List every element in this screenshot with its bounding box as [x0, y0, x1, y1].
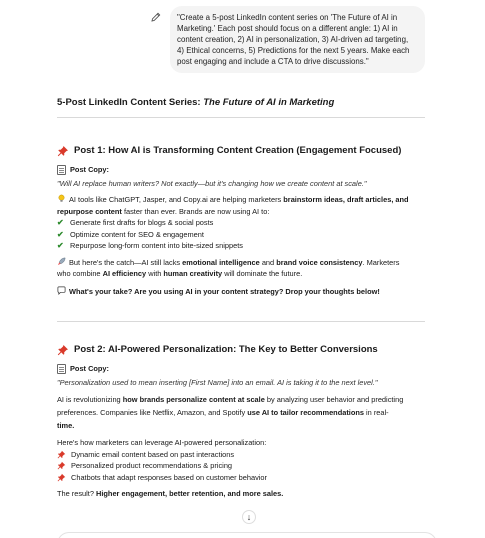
message-composer[interactable]: [57, 532, 437, 538]
pushpin-icon: [57, 461, 66, 470]
copy-label-text: Post Copy:: [70, 364, 110, 373]
list-item: [57, 240, 425, 252]
divider: [57, 321, 425, 322]
rocket-icon: [57, 257, 66, 266]
list-item-text: Optimize content for SEO & engagement: [70, 229, 204, 239]
text: faster than ever. Brands are now using AI to:: [121, 206, 270, 216]
assistant-response: [57, 96, 425, 500]
title-prefix: 5-Post LinkedIn Content Series:: [57, 97, 204, 108]
text: by analyzing user behavior and predicting: [264, 395, 404, 404]
bold-text: use AI to tailor recommendations: [247, 408, 364, 417]
text: preferences. Companies like Netflix, Amazon, and Spotify: [57, 408, 248, 417]
cta-text: What's your take? Are you using AI in your content strategy? Drop your thoughts below!: [69, 286, 380, 296]
post-2-heading-text: Post 2: AI-Powered Personalization: The Key to Better Conversions: [74, 344, 378, 355]
bold-text: human creativity: [163, 269, 223, 278]
check-icon: ✔: [57, 241, 64, 250]
post-1-heading-text: Post 1: How AI is Transforming Content Creation (Engagement Focused): [74, 145, 402, 156]
post-1-copy-label: [57, 164, 425, 176]
list-item-text: Repurpose long-form content into bite-sized snippets: [70, 241, 243, 250]
post-1-quote: "Will AI replace human writers? Not exactly—but it's changing how we create content at scale.": [57, 178, 367, 188]
memo-icon: [57, 165, 66, 175]
check-icon: ✔: [57, 218, 64, 227]
list-item: [57, 449, 425, 461]
title-italic: The Future of AI in Marketing: [203, 97, 335, 108]
post-2-quote: "Personalization used to mean inserting [First Name] into an email. AI is taking it to the next level.": [57, 377, 378, 387]
text: with: [146, 269, 164, 278]
text: AI is revolutionizing: [57, 395, 123, 404]
text: and: [259, 257, 277, 267]
memo-icon: [57, 364, 66, 374]
post-2-copy-label: [57, 363, 425, 375]
bold-text: repurpose content: [57, 206, 122, 216]
post-2-paragraph-1: [57, 393, 425, 432]
list-item-text: Generate first drafts for blogs & social posts: [70, 218, 214, 227]
bold-text: brand voice consistency: [276, 257, 363, 267]
divider: [57, 117, 425, 118]
text: But here's the catch—AI still lacks: [69, 257, 183, 267]
pushpin-icon: [57, 344, 69, 356]
scroll-down-button[interactable]: ↓: [242, 510, 256, 524]
list-item: [57, 472, 425, 484]
bold-text: emotional intelligence: [182, 257, 260, 267]
post-1-paragraph-1: [57, 194, 425, 217]
user-prompt-bubble: "Create a 5-post LinkedIn content series on 'The Future of AI in Marketing.' Each post should focus on a different angle: 1) AI in content creation, 2) AI in personalization, 3) AI-driven ad targeting, 4) Ethical concerns, 5) Predictions for the next 5 years. Make each post engaging and include a CTA to drive discussions.": [170, 6, 425, 73]
text: who combine: [57, 269, 103, 278]
post-1-paragraph-2: [57, 257, 425, 280]
bold-text: Higher engagement, better retention, and more sales.: [96, 489, 284, 498]
edit-pencil-icon[interactable]: [150, 11, 162, 23]
post-1-cta: [57, 286, 425, 298]
list-item-text: Chatbots that adapt responses based on customer behavior: [71, 472, 267, 482]
text: AI tools like ChatGPT, Jasper, and Copy.ai are helping marketers: [69, 195, 284, 204]
text: . Marketers: [362, 257, 400, 267]
pushpin-icon: [57, 145, 69, 157]
post-2-pinlist: [57, 449, 425, 484]
pushpin-icon: [57, 450, 66, 459]
lightbulb-icon: [57, 194, 66, 203]
copy-label-text: Post Copy:: [70, 165, 110, 174]
bold-text: how brands personalize content at scale: [122, 395, 265, 404]
bold-text: brainstorm ideas, draft articles, and: [283, 195, 409, 204]
pushpin-icon: [57, 473, 66, 482]
post-1-heading: [57, 144, 425, 158]
list-item: [57, 229, 425, 241]
post-2-heading: [57, 343, 425, 357]
list-item-text: Personalized product recommendations & pricing: [71, 461, 233, 470]
speech-bubble-icon: [57, 286, 66, 295]
post-1-checklist: [57, 217, 425, 252]
text: will dominate the future.: [222, 269, 303, 278]
list-item: [57, 217, 425, 229]
list-item-text: Dynamic email content based on past interactions: [71, 449, 235, 459]
post-2-result: [57, 488, 425, 500]
text: The result?: [57, 489, 97, 498]
list-item: [57, 460, 425, 472]
post-2-paragraph-2: Here's how marketers can leverage AI-powered personalization:: [57, 438, 267, 447]
response-title: [57, 96, 425, 110]
bold-text: time.: [57, 421, 75, 430]
bold-text: AI efficiency: [102, 269, 147, 278]
check-icon: ✔: [57, 229, 64, 239]
text: in real-: [363, 408, 389, 417]
